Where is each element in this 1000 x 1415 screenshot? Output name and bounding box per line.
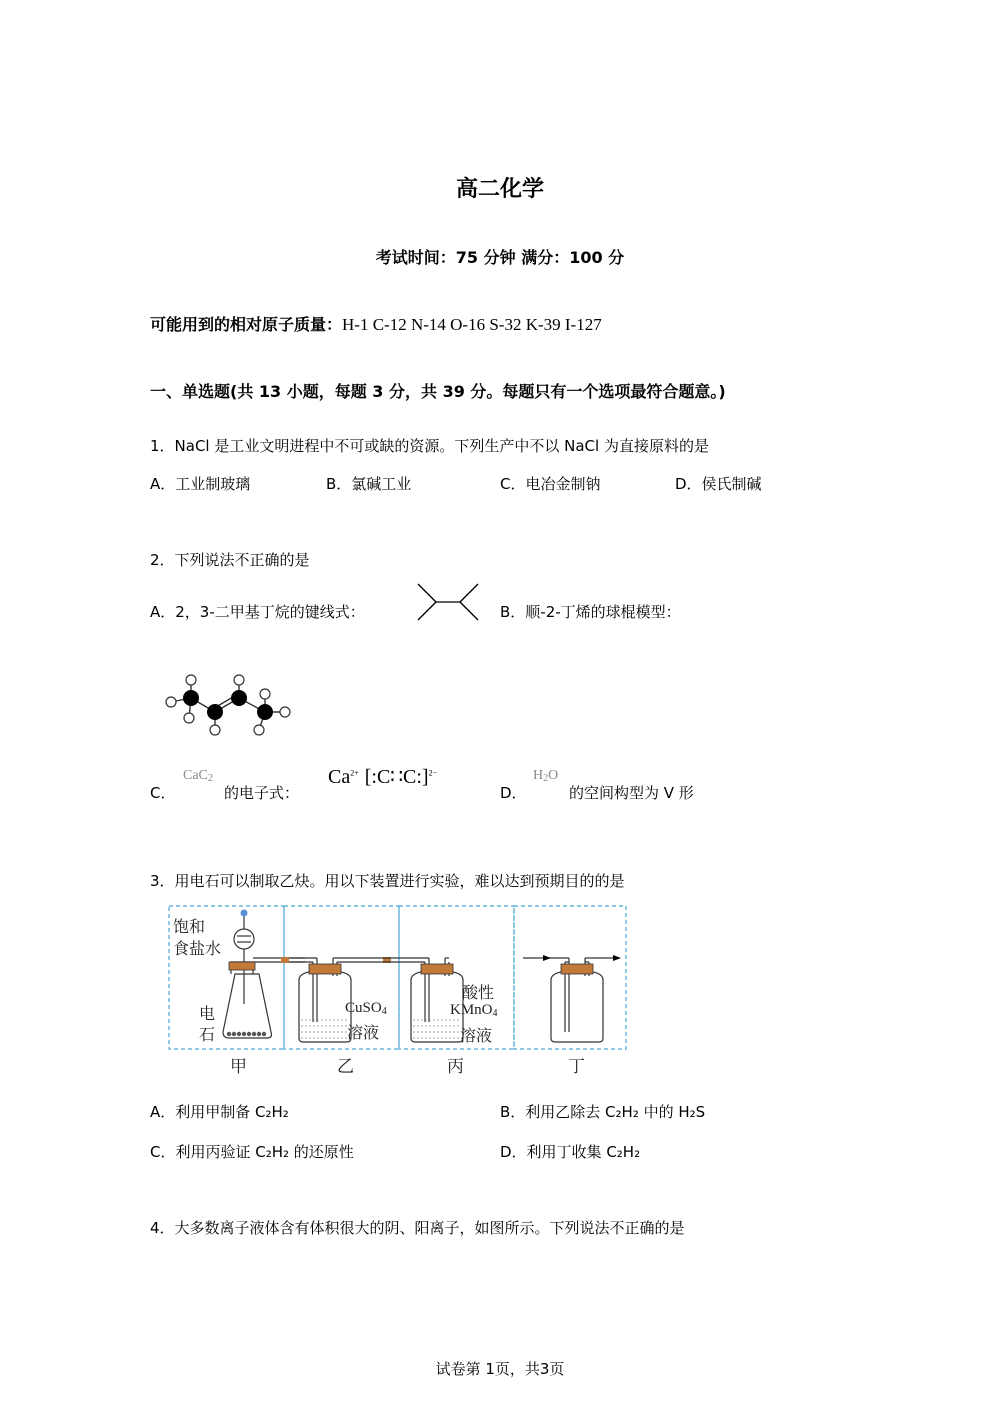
label-acidic: 酸性 (462, 985, 495, 1002)
atomic-mass-values: H-1 C-12 N-14 O-16 S-32 K-39 I-127 (342, 315, 602, 334)
caption-ding: 丁 (568, 1057, 585, 1076)
caption-bing: 丙 (447, 1057, 464, 1076)
q1-stem: 1．NaCl 是工业文明进程中不可或缺的资源。下列生产中不以 NaCl 为直接原料的是 (150, 437, 709, 455)
q3-option-c: C．利用丙验证 C₂H₂ 的还原性 (150, 1143, 354, 1161)
q3-stem: 3．用电石可以制取乙炔。用以下装置进行实验，难以达到预期目的的是 (150, 872, 625, 890)
label-saturated-brine-2: 食盐水 (173, 941, 222, 958)
skeletal-formula-image (414, 582, 484, 624)
q2-option-c-prefix: C． (150, 784, 176, 802)
apparatus-figure (165, 904, 630, 1076)
atomic-mass-line (150, 312, 602, 335)
q1-option-c: C．电冶金制钠 (500, 475, 601, 493)
label-calcium-carbide-2: 石 (199, 1027, 216, 1044)
q3-option-d: D．利用丁收集 C₂H₂ (500, 1143, 641, 1161)
page-title: 高二化学 (455, 177, 544, 202)
label-calcium-carbide-1: 电 (199, 1006, 216, 1023)
section-heading: 一、单选题(共 13 小题，每题 3 分，共 39 分。每题只有一个选项最符合题意。) (150, 382, 726, 401)
q3-option-a: A．利用甲制备 C₂H₂ (150, 1103, 289, 1121)
cac2-formula-image: CaC$_2$ (183, 768, 213, 784)
q2-option-c-suffix: 的电子式： (224, 784, 300, 802)
exam-info: 考试时间：75 分钟 满分：100 分 (375, 248, 625, 267)
apparatus-drawing (165, 904, 630, 1054)
label-cuso4-solution: 溶液 (347, 1025, 380, 1042)
q2-option-d-prefix: D． (500, 784, 527, 802)
q1-option-a: A．工业制玻璃 (150, 475, 251, 493)
q4-stem: 4．大多数离子液体含有体积很大的阴、阳离子，如图所示。下列说法不正确的是 (150, 1219, 685, 1237)
q2-option-d-suffix: 的空间构型为 V 形 (569, 784, 694, 802)
q2-stem: 2．下列说法不正确的是 (150, 551, 310, 569)
label-kmno4: KMnO$_4$ (450, 1002, 498, 1019)
label-saturated-brine-1: 饱和 (173, 919, 206, 936)
label-cuso4: CuSO$_4$ (345, 1000, 387, 1017)
label-kmno4-solution: 溶液 (460, 1028, 493, 1045)
q2-option-a: A．2，3-二甲基丁烷的键线式： (150, 603, 365, 621)
q1-option-b: B．氯碱工业 (326, 475, 412, 493)
ball-stick-model-image (163, 670, 298, 740)
caption-yi: 乙 (337, 1057, 354, 1076)
q3-option-b: B．利用乙除去 C₂H₂ 中的 H₂S (500, 1103, 706, 1121)
caption-jia: 甲 (230, 1057, 247, 1076)
q2-option-b: B．顺-2-丁烯的球棍模型： (500, 603, 681, 621)
page-footer: 试卷第 1页，共3页 (435, 1360, 565, 1378)
atomic-mass-label: 可能用到的相对原子质量： (150, 315, 343, 334)
electron-formula-image: $Ca^{2+}$ [:C∷C:]$^{2-}$ (328, 766, 438, 788)
h2o-formula-image: $H_2O$ (533, 768, 559, 784)
q1-option-d: D．侯氏制碱 (675, 475, 762, 493)
